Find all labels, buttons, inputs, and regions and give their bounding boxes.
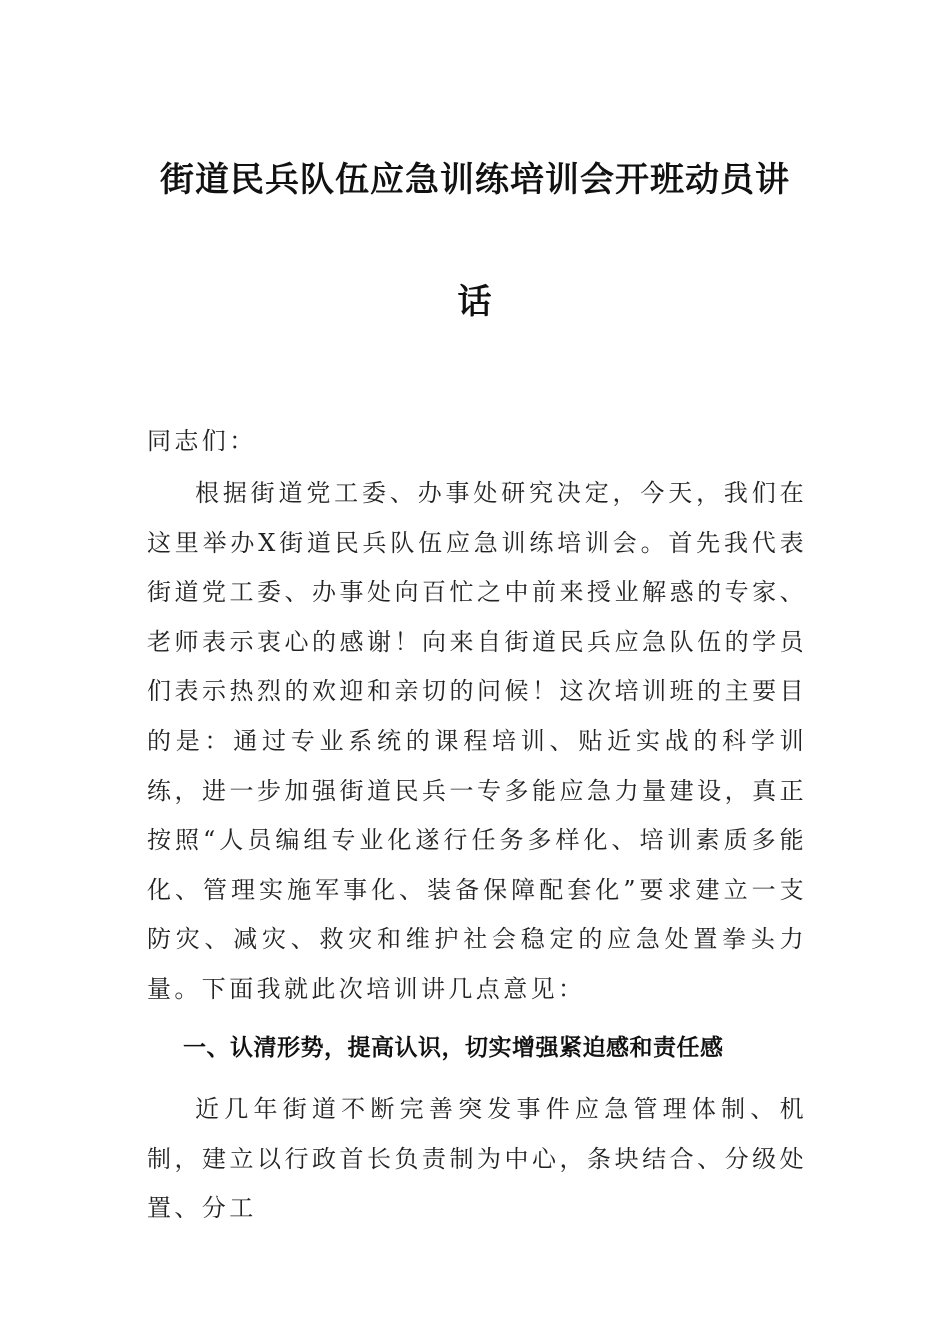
document-title-line-1: 街道民兵队伍应急训练培训会开班动员讲 <box>160 160 790 200</box>
document-title-line-2: 话 <box>457 282 493 322</box>
paragraph-2: 近几年街道不断完善突发事件应急管理体制、机制，建立以行政首长负责制为中心，条块结合、分级处置、分工 <box>147 1095 807 1223</box>
paragraph-1: 根据街道党工委、办事处研究决定，今天，我们在这里举办X街道民兵队伍应急训练培训会。首先我代表街道党工委、办事处向百忙之中前来授业解惑的专家、老师表示衷心的感谢！向来自街道民兵应急队伍的学员们表示热烈的欢迎和亲切的问候！这次培训班的主要目的是：通过专业系统的课程培训、贴近实战的科学训练，进一步加强街道民兵一专多能应急力量建设，真正按照“人员编组专业化遂行任务多样化、培训素质多能化、管理实施军事化、装备保障配套化”要求建立一支防灾、减灾、救灾和维护社会稳定的应急处置拳头力量。下面我就此次培训讲几点意见： <box>147 479 807 1003</box>
section-heading-1: 一、认清形势，提高认识，切实增强紧迫感和责任感 <box>183 1035 724 1061</box>
salutation: 同志们： <box>147 427 257 455</box>
